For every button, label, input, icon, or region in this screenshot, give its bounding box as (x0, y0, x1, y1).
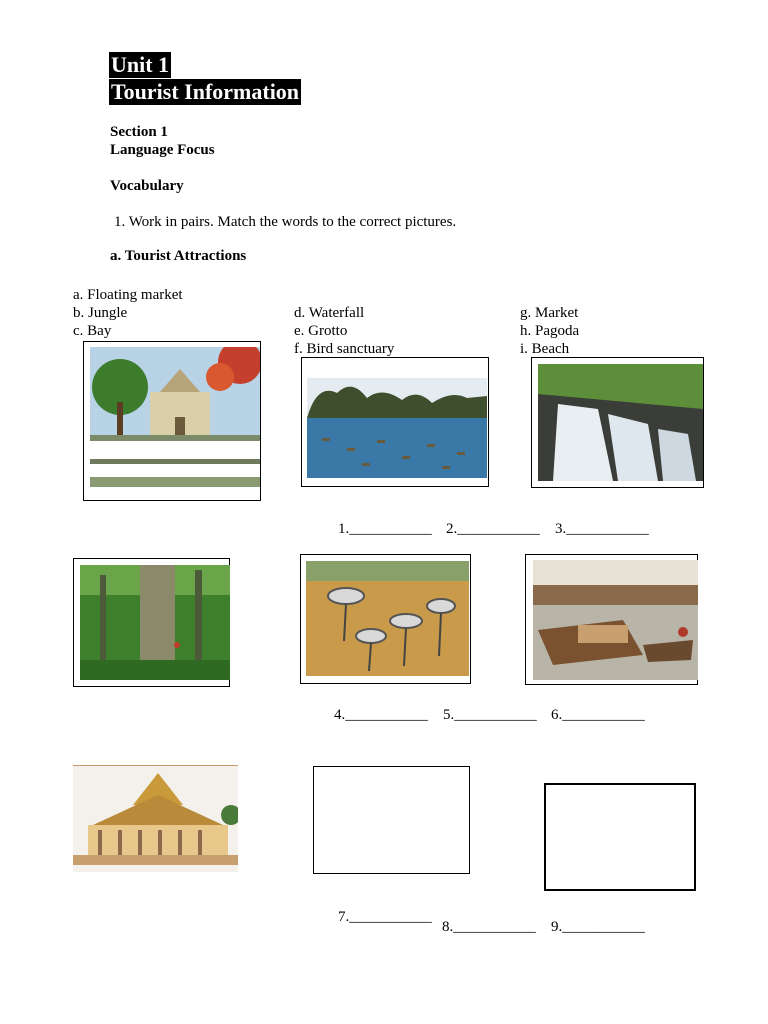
picture-1-market (83, 341, 261, 501)
word-d: d. Waterfall (294, 305, 365, 321)
floating-market-image (533, 560, 698, 680)
word-h: h. Pagoda (520, 323, 580, 339)
picture-7-pagoda (73, 765, 238, 872)
pagoda-image (73, 765, 238, 872)
answer-blank-9[interactable]: 9.___________ (551, 919, 645, 935)
instruction: 1. Work in pairs. Match the words to the correct pictures. (114, 214, 457, 230)
answer-blank-5[interactable]: 5.___________ (443, 707, 537, 723)
section-label: Section 1 (110, 124, 168, 140)
waterfall-image (538, 364, 703, 481)
word-f: f. Bird sanctuary (294, 341, 395, 357)
vocabulary-heading: Vocabulary (110, 178, 184, 194)
answer-blank-3[interactable]: 3.___________ (555, 521, 649, 537)
answer-blank-8[interactable]: 8.___________ (442, 919, 536, 935)
answer-blank-7[interactable]: 7.___________ (338, 909, 432, 925)
picture-3-waterfall (531, 357, 704, 488)
unit-number: Unit 1 (111, 52, 170, 77)
answer-blank-6[interactable]: 6.___________ (551, 707, 645, 723)
word-g: g. Market (520, 305, 579, 321)
subheading: a. Tourist Attractions (110, 248, 247, 264)
word-c: c. Bay (73, 323, 112, 339)
picture-8-empty-frame (313, 766, 470, 874)
answer-blank-1[interactable]: 1.___________ (338, 521, 432, 537)
market-gate-image (90, 347, 260, 487)
word-b: b. Jungle (73, 305, 128, 321)
picture-4-jungle (73, 558, 230, 687)
picture-2-bay (301, 357, 489, 487)
jungle-image (80, 565, 230, 680)
word-i: i. Beach (520, 341, 570, 357)
word-a: a. Floating market (73, 287, 183, 303)
answer-blank-2[interactable]: 2.___________ (446, 521, 540, 537)
picture-5-bird-sanctuary (300, 554, 471, 684)
word-e: e. Grotto (294, 323, 348, 339)
bay-image (307, 378, 487, 478)
unit-title: Tourist Information (111, 79, 300, 104)
picture-9-empty-frame (544, 783, 696, 891)
cranes-image (306, 561, 469, 676)
section-subtitle: Language Focus (110, 142, 215, 158)
picture-6-floating-market (525, 554, 698, 685)
answer-blank-4[interactable]: 4.___________ (334, 707, 428, 723)
